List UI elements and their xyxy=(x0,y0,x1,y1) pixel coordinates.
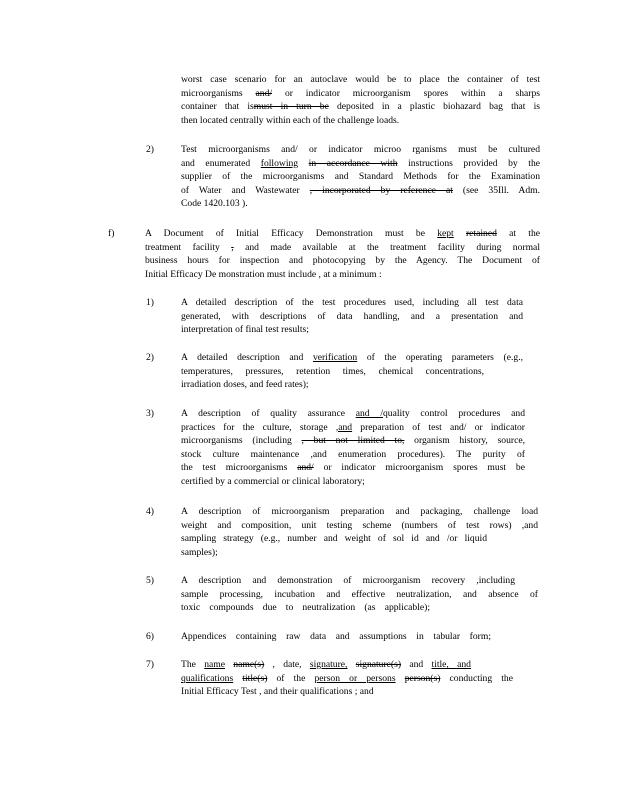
sub3-line-5: the test microorganisms and/ or indicator microorganism spores must be xyxy=(181,462,525,473)
sub3-paragraph xyxy=(181,407,525,488)
intro-line-1: worst case scenario for an autoclave would be to place the container of test xyxy=(181,74,540,85)
sub7-paragraph xyxy=(181,658,513,699)
f-line-3: business hours for inspection and photocopying by the Agency. The Document of xyxy=(145,255,540,266)
sub4-line-1: A description of microorganism preparation and packaging, challenge load xyxy=(181,506,538,517)
intro-line-4: then located centrally within each of the challenge loads. xyxy=(181,114,400,126)
sub5-number: 5) xyxy=(146,575,154,586)
sub2-line-1: A detailed description and verification of the operating parameters (e.g., xyxy=(181,352,523,363)
item2-number: 2) xyxy=(146,144,154,155)
f-line-2: treatment facility , and made available at the treatment facility during normal xyxy=(145,241,540,253)
f-line-1: A Document of Initial Efficacy Demonstration must be kept retained at the xyxy=(145,228,541,239)
item2-line-4: of Water and Wastewater , incorporated by reference at (see 35Ill. Adm. xyxy=(181,184,540,196)
item2-paragraph xyxy=(181,143,540,211)
sub6-line-1: Appendices containing raw data and assumptions in tabular form; xyxy=(181,631,491,642)
item2-line-1: Test microorganisms and/ or indicator microo rganisms must be cultured xyxy=(181,144,540,155)
sub5-paragraph xyxy=(181,574,538,615)
sub7-number: 7) xyxy=(146,659,154,670)
sub5-line-1: A description and demonstration of microorganism recovery ,including xyxy=(181,575,515,586)
item2-line-3: supplier of the microorganisms and Standard Methods for the Examination xyxy=(181,171,540,182)
sub1-paragraph xyxy=(181,296,523,337)
sub1-line-1: A detailed description of the test procedures used, including all test data xyxy=(181,297,523,308)
sub4-line-4: samples); xyxy=(181,546,218,558)
sub2-line-3: irradiation doses, and feed rates); xyxy=(181,379,309,390)
f-line-4: Initial Efficacy De monstration must include , at a minimum : xyxy=(145,268,382,280)
sub4-number: 4) xyxy=(146,506,154,517)
sub3-line-3: microorganisms (including , but not limited to, organism history, source, xyxy=(181,435,525,446)
item2-line-2: and enumerated following in accordance with instructions provided by the xyxy=(181,157,541,169)
sub4-paragraph xyxy=(181,505,538,559)
intro-paragraph xyxy=(181,73,540,127)
sub2-line-2: temperatures, pressures, retention times, chemical concentrations, xyxy=(181,365,484,377)
sub3-line-2: practices for the culture, storage ,and preparation of test and/ or indicator xyxy=(181,421,525,433)
sub3-line-6: certified by a commercial or clinical laboratory; xyxy=(181,475,365,487)
sub1-line-3: interpretation of final test results; xyxy=(181,324,309,335)
sub3-line-4: stock culture maintenance ,and enumeration procedures). The purity of xyxy=(181,448,525,460)
sub1-line-2: generated, with descriptions of data handling, and a presentation and xyxy=(181,310,523,322)
sub7-line-2: qualifications title(s) of the person or persons person(s) conducting the xyxy=(181,672,513,684)
sub3-number: 3) xyxy=(146,408,154,419)
f-letter: f) xyxy=(108,228,115,239)
sub7-line-1: The name name(s) , date, signature, signature(s) and title, and xyxy=(181,659,471,670)
sub7-line-3: Initial Efficacy Test , and their qualifications ; and xyxy=(181,686,374,697)
sub4-line-2: weight and composition, unit testing scheme (numbers of test rows) ,and xyxy=(181,519,538,531)
intro-line-3: container that ismust in turn be deposited in a plastic biohazard bag that is xyxy=(181,101,540,112)
intro-line-2: microorganisms and/ or indicator microorganism spores within a sharps xyxy=(181,87,541,99)
sub6-number: 6) xyxy=(146,631,154,642)
sub5-line-3: toxic compounds due to neutralization (as applicable); xyxy=(181,602,430,613)
sub1-number: 1) xyxy=(146,297,154,308)
item2-line-5: Code 1420.103 ). xyxy=(181,198,248,209)
sub4-line-3: sampling strategy (e.g., number and weight of sol id and /or liquid xyxy=(181,533,487,544)
sub5-line-2: sample processing, incubation and effective neutralization, and absence of xyxy=(181,588,538,600)
sub2-number: 2) xyxy=(146,352,154,363)
f-paragraph xyxy=(145,227,540,281)
sub3-line-1: A description of quality assurance and /quality control procedures and xyxy=(181,408,526,419)
sub2-paragraph xyxy=(181,351,523,392)
sub6-paragraph xyxy=(181,630,491,644)
